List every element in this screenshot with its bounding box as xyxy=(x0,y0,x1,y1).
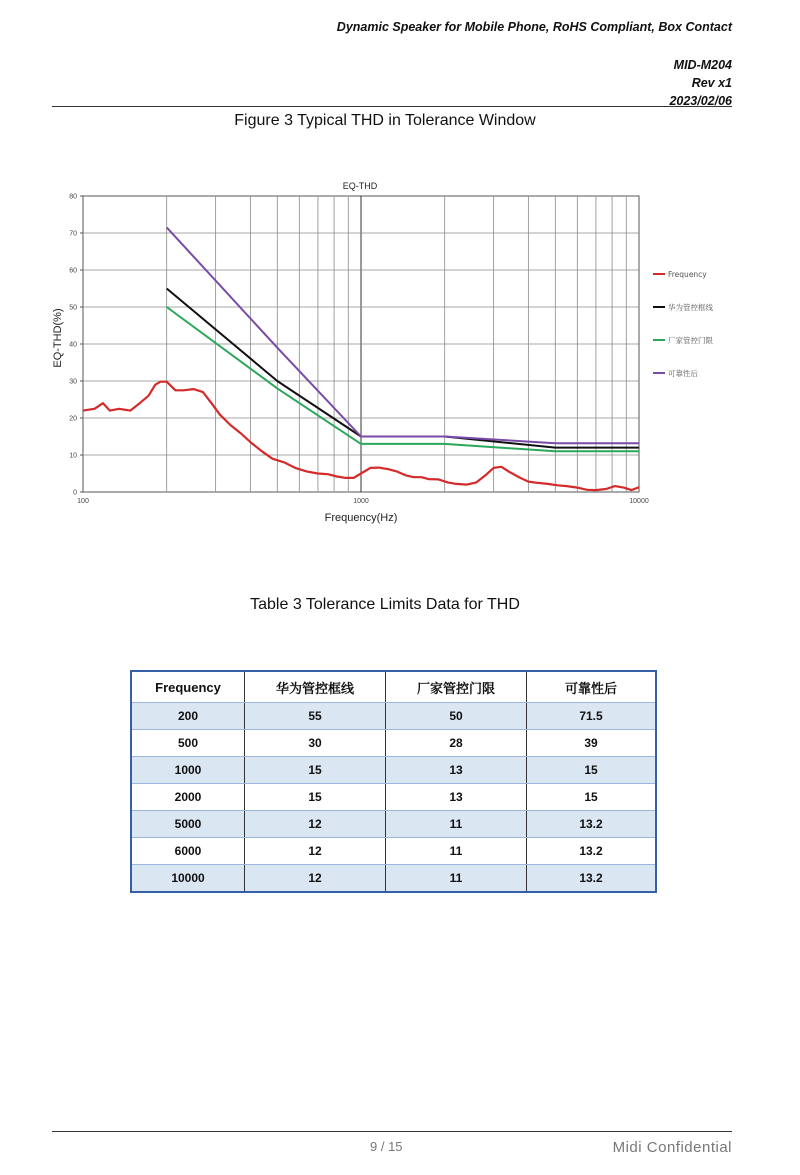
y-tick-label: 70 xyxy=(69,230,77,238)
table-row xyxy=(131,730,656,757)
table-cell: 6000 xyxy=(131,838,245,865)
thd-chart xyxy=(50,176,713,526)
table-cell: 13 xyxy=(386,757,527,784)
table-cell: 50 xyxy=(386,703,527,730)
col-header-huawei-limit: 华为管控框线 xyxy=(245,671,386,703)
col-header-after-reliability: 可靠性后 xyxy=(527,671,657,703)
y-tick-label: 0 xyxy=(73,489,77,497)
x-tick-label: 1000 xyxy=(353,498,369,505)
table-cell: 15 xyxy=(527,757,657,784)
y-tick-label: 50 xyxy=(69,304,77,312)
header-doc-info xyxy=(669,56,732,110)
table-header-row xyxy=(131,671,656,703)
table-cell: 15 xyxy=(527,784,657,811)
page-number: 9 / 15 xyxy=(370,1139,403,1154)
table-row xyxy=(131,811,656,838)
table-row xyxy=(131,757,656,784)
y-tick-label: 40 xyxy=(69,341,77,349)
table-cell: 12 xyxy=(245,838,386,865)
table-cell: 10000 xyxy=(131,865,245,893)
doc-date: 2023/02/06 xyxy=(669,94,732,108)
table-row xyxy=(131,865,656,893)
table-cell: 1000 xyxy=(131,757,245,784)
table-cell: 13.2 xyxy=(527,811,657,838)
table-cell: 12 xyxy=(245,811,386,838)
col-header-vendor-limit: 厂家管控门限 xyxy=(386,671,527,703)
table-cell: 15 xyxy=(245,757,386,784)
table-cell: 30 xyxy=(245,730,386,757)
chart-y-axis-label: EQ-THD(%) xyxy=(52,308,64,368)
legend-label: 厂家管控门限 xyxy=(668,336,713,345)
table-row xyxy=(131,703,656,730)
x-tick-label: 100 xyxy=(77,498,89,505)
col-header-frequency: Frequency xyxy=(131,671,245,703)
figure-caption: Figure 3 Typical THD in Tolerance Window xyxy=(234,112,536,129)
x-tick-label: 10000 xyxy=(629,498,649,505)
table-cell: 11 xyxy=(386,838,527,865)
doc-rev: Rev x1 xyxy=(691,76,732,90)
table-caption: Table 3 Tolerance Limits Data for THD xyxy=(250,596,520,613)
table-cell: 5000 xyxy=(131,811,245,838)
header-rule xyxy=(52,106,732,107)
table-row xyxy=(131,838,656,865)
table-cell: 2000 xyxy=(131,784,245,811)
table-cell: 12 xyxy=(245,865,386,893)
table-cell: 39 xyxy=(527,730,657,757)
header-title: Dynamic Speaker for Mobile Phone, RoHS Compliant, Box Contact xyxy=(336,20,732,34)
legend-label: 华为管控框线 xyxy=(668,303,713,312)
y-tick-label: 80 xyxy=(69,193,77,201)
table-cell: 200 xyxy=(131,703,245,730)
table-cell: 11 xyxy=(386,811,527,838)
thd-limits-table xyxy=(130,670,657,893)
confidential-label: Midi Confidential xyxy=(612,1139,732,1156)
table-cell: 15 xyxy=(245,784,386,811)
y-tick-label: 60 xyxy=(69,267,77,275)
table-cell: 500 xyxy=(131,730,245,757)
y-tick-label: 10 xyxy=(69,452,77,460)
table-cell: 13.2 xyxy=(527,865,657,893)
legend-label: 可靠性后 xyxy=(668,369,698,378)
table-cell: 71.5 xyxy=(527,703,657,730)
table-cell: 13.2 xyxy=(527,838,657,865)
footer-rule xyxy=(52,1131,732,1132)
chart-legend xyxy=(653,270,713,378)
y-tick-label: 30 xyxy=(69,378,77,386)
table-row xyxy=(131,784,656,811)
legend-label: Frequency xyxy=(668,270,707,279)
doc-id: MID-M204 xyxy=(673,58,732,72)
y-tick-label: 20 xyxy=(69,415,77,423)
table-cell: 55 xyxy=(245,703,386,730)
table-cell: 11 xyxy=(386,865,527,893)
chart-x-axis-label: Frequency(Hz) xyxy=(324,512,398,524)
chart-title: EQ-THD xyxy=(342,181,378,191)
table-cell: 13 xyxy=(386,784,527,811)
table-cell: 28 xyxy=(386,730,527,757)
